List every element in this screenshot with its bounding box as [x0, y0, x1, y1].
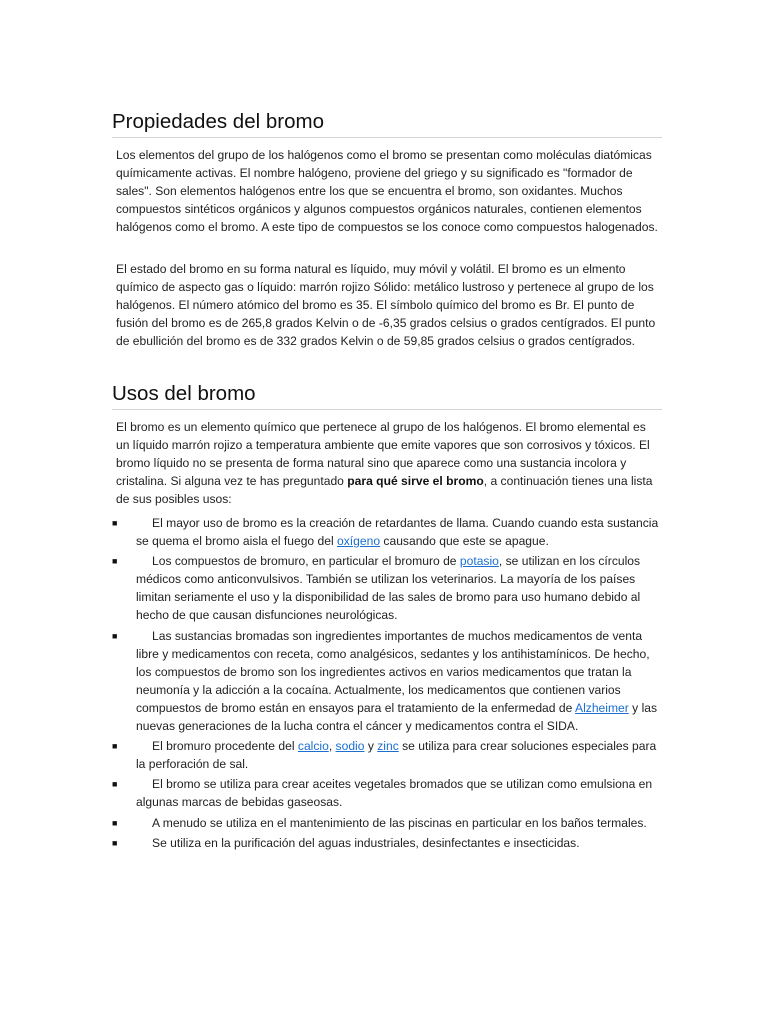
- item-text: Los compuestos de bromuro, en particular el bromuro de: [152, 554, 460, 569]
- intro-end-text: , a continuación tienes una lista de sus posibles usos:: [116, 474, 653, 507]
- section-title-usos: Usos del bromo: [112, 382, 662, 410]
- item-text: y las nuevas generaciones de la lucha contra el cáncer y medicamentos contra el SIDA.: [136, 700, 658, 734]
- list-item: [112, 834, 662, 852]
- paragraph-usos-intro: [116, 418, 661, 508]
- intro-text: El bromo es un elemento químico que pertenece al grupo de los halógenos. El bromo elemental es un líquido marrón rojizo a temperatura ambiente que emite vapores que son corrosivos y tóxicos. El bromo líquido no se presenta de forma natural sino que aparece como una sustancia incolora y cristalina. Si alguna vez te has preguntado: [116, 420, 650, 489]
- list-item: [112, 627, 662, 736]
- item-text: , se utilizan en los círculos médicos como anticonvulsivos. También se utilizan los veterinarios. La mayoría de los países limitan seriamente el uso y la disponibilidad de las sales de bromo para uso humano debido al hecho de que causan disfunciones neurológicas.: [136, 554, 641, 623]
- paragraph-estado-natural: El estado del bromo en su forma natural es líquido, muy móvil y volátil. El bromo es un elmento químico de aspecto gas o líquido: marrón rojizo Sólido: metálico lustroso y pertenece al grupo de los halógenos. El número atómico del bromo es 35. El símbolo químico del bromo es Br. El punto de fusión del bromo es de 265,8 grados Kelvin o de -6,35 grados celsius o grados centígrados. El punto de ebullición del bromo es de 332 grados Kelvin o de 59,85 grados celsius o grados centígrados.: [116, 262, 656, 349]
- item-separator: y: [364, 739, 378, 754]
- item-separator: ,: [328, 739, 336, 754]
- uses-list: [112, 514, 662, 854]
- bullet-square-icon: ■: [112, 779, 118, 790]
- link-oxigeno[interactable]: oxígeno: [337, 534, 381, 549]
- item-text: El bromuro procedente del: [152, 739, 298, 754]
- list-item: [112, 552, 662, 624]
- list-item: [112, 775, 662, 811]
- item-text: Se utiliza en la purificación del aguas industriales, desinfectantes e insecticidas.: [152, 835, 580, 850]
- link-calcio[interactable]: calcio: [297, 739, 329, 754]
- bullet-square-icon: ■: [112, 817, 118, 828]
- bullet-square-icon: ■: [112, 837, 118, 848]
- item-text: A menudo se utiliza en el mantenimiento de las piscinas en particular en los baños termales.: [152, 815, 647, 830]
- item-text: Las sustancias bromadas son ingredientes importantes de muchos medicamentos de venta libre y medicamentos con receta, como analgésicos, sedantes y los antihistamínicos. De hecho, los compuestos de bromo son los ingredientes activos en varios medicamentos que tratan la neumonía y la adicción a la cocaína. Actualmente, los medicamentos que contienen varios compuestos de bromo están en ensayos para el tratamiento de la enfermedad de: [136, 628, 650, 715]
- item-text: El mayor uso de bromo es la creación de retardantes de llama. Cuando cuando esta sustancia se quema el bromo aisla el fuego del: [136, 516, 659, 549]
- paragraph-halogenos: Los elementos del grupo de los halógenos como el bromo se presentan como moléculas diatómicas químicamente activas. El nombre halógeno, proviene del griego y su significado es "formador de sales". Son elementos halógenos entre los que se encuentra el bromo, son oxidantes. Muchos compuestos sintéticos orgánicos y algunos compuestos orgánicos naturales, contienen elementos halógenos como el bromo. A este tipo de compuestos se los conoce como compuestos halogenados.: [116, 148, 658, 235]
- bullet-square-icon: ■: [112, 518, 118, 528]
- list-item: [112, 737, 662, 773]
- intro-bold-text: para qué sirve el bromo: [347, 474, 484, 489]
- link-alzheimer[interactable]: Alzheimer: [575, 700, 629, 715]
- item-text: causando que este se apague.: [380, 534, 549, 549]
- item-text: se utiliza para crear soluciones especiales para la perforación de sal.: [136, 739, 657, 772]
- item-text: El bromo se utiliza para crear aceites vegetales bromados que se utilizan como emulsiona en algunas marcas de bebidas gaseosas.: [136, 777, 653, 810]
- list-item: [112, 814, 662, 832]
- link-zinc[interactable]: zinc: [377, 739, 399, 754]
- bullet-square-icon: ■: [112, 741, 118, 752]
- section-title-propiedades: Propiedades del bromo: [112, 110, 662, 138]
- bullet-square-icon: ■: [112, 630, 118, 641]
- link-potasio[interactable]: potasio: [459, 554, 499, 569]
- list-item: [112, 514, 662, 550]
- bullet-square-icon: ■: [112, 556, 118, 567]
- link-sodio[interactable]: sodio: [335, 739, 365, 754]
